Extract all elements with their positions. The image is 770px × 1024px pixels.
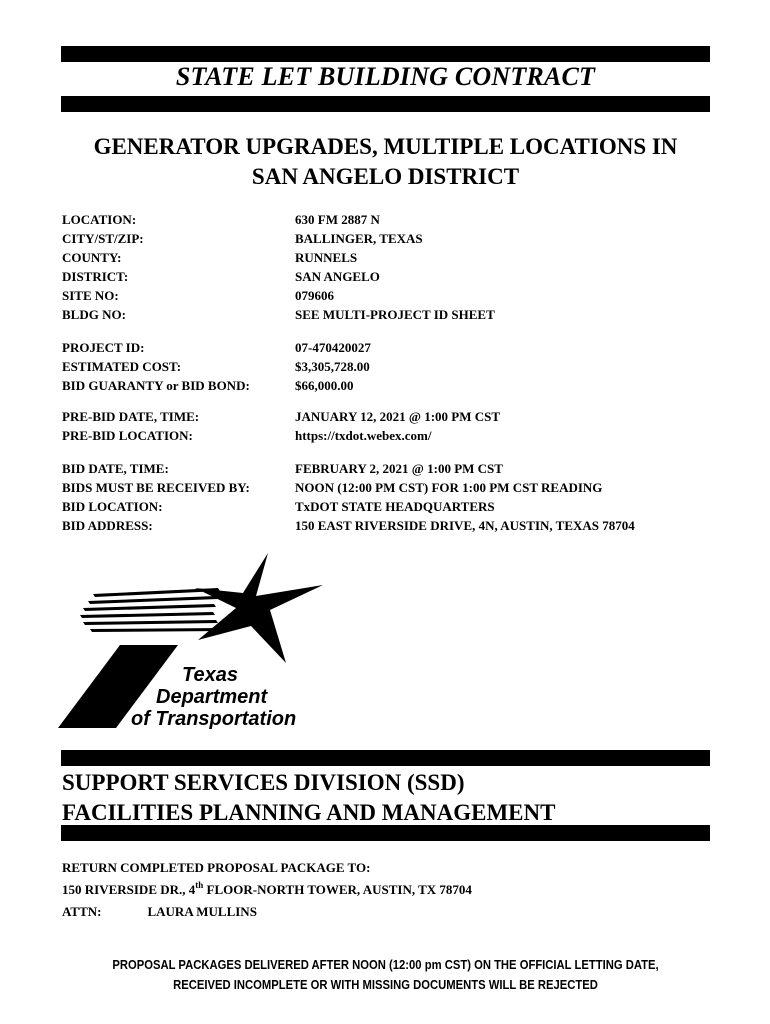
field-label: ESTIMATED COST:: [62, 359, 182, 374]
field-label: BID DATE, TIME:: [62, 461, 169, 476]
project-title-line1: GENERATOR UPGRADES, MULTIPLE LOCATIONS IN: [93, 134, 678, 159]
field-value: FEBRUARY 2, 2021 @ 1:00 PM CST: [295, 461, 503, 476]
field-label: BID GUARANTY or BID BOND:: [62, 378, 250, 393]
logo-text-line2: Department: [156, 686, 268, 708]
field-label: SITE NO:: [62, 288, 119, 303]
field-value: NOON (12:00 PM CST) FOR 1:00 PM CST READING: [295, 480, 603, 495]
field-value: RUNNELS: [295, 250, 358, 265]
page-title: STATE LET BUILDING CONTRACT: [175, 62, 596, 91]
project-id-row: [62, 338, 371, 357]
project-group: [62, 338, 371, 395]
return-address-part1: 150 RIVERSIDE DR., 4: [62, 882, 196, 897]
field-value: SAN ANGELO: [295, 269, 380, 284]
field-value: BALLINGER, TEXAS: [295, 231, 423, 246]
estimated-cost-row: [62, 357, 371, 376]
field-label: PRE-BID LOCATION:: [62, 428, 193, 443]
site-no-row: [62, 286, 495, 305]
bid-group: [62, 459, 635, 535]
bid-address-row: [62, 516, 635, 535]
division-heading: [62, 768, 555, 828]
division-bottom-rule: [61, 825, 710, 841]
field-label: LOCATION:: [62, 212, 137, 227]
prebid-location-row: [62, 426, 500, 445]
field-value: 079606: [295, 288, 334, 303]
speed-lines: [80, 588, 225, 632]
attn-label: ATTN:: [62, 904, 102, 919]
prebid-location-link[interactable]: https://txdot.webex.com/: [295, 428, 432, 443]
field-value: 630 FM 2887 N: [295, 212, 380, 227]
division-line1: SUPPORT SERVICES DIVISION (SSD): [62, 770, 465, 795]
bid-guaranty-row: [62, 376, 371, 395]
county-row: [62, 248, 495, 267]
return-instructions: [62, 857, 472, 923]
project-title-line2: SAN ANGELO DISTRICT: [251, 164, 520, 189]
location-group: [62, 210, 495, 324]
prebid-date-row: [62, 407, 500, 426]
notice-line1: PROPOSAL PACKAGES DELIVERED AFTER NOON (12:00 pm CST) ON THE OFFICIAL LETTING DATE,: [112, 958, 659, 972]
field-label: PRE-BID DATE, TIME:: [62, 409, 200, 424]
logo-text-line1: Texas: [182, 664, 238, 686]
division-line2: FACILITIES PLANNING AND MANAGEMENT: [62, 800, 556, 825]
return-address-ordinal: th: [195, 880, 204, 890]
division-top-rule: [61, 750, 710, 766]
field-label: CITY/ST/ZIP:: [62, 231, 144, 246]
project-title: [61, 132, 710, 192]
field-label: BID ADDRESS:: [62, 518, 153, 533]
field-label: PROJECT ID:: [62, 340, 145, 355]
bid-location-row: [62, 497, 635, 516]
field-label: BID LOCATION:: [62, 499, 163, 514]
title-underline-rule: [61, 96, 710, 112]
field-value: $3,305,728.00: [295, 359, 370, 374]
attn-line: [62, 901, 472, 923]
top-rule: [61, 46, 710, 62]
bids-received-row: [62, 478, 635, 497]
attn-name: LAURA MULLINS: [147, 904, 257, 919]
bldg-no-row: [62, 305, 495, 324]
notice-line2: RECEIVED INCOMPLETE OR WITH MISSING DOCUMENTS WILL BE REJECTED: [173, 978, 598, 992]
return-address: [62, 879, 472, 901]
prebid-group: [62, 407, 500, 445]
field-label: BIDS MUST BE RECEIVED BY:: [62, 480, 250, 495]
field-value: 07-470420027: [295, 340, 371, 355]
field-label: BLDG NO:: [62, 307, 126, 322]
bid-date-row: [62, 459, 635, 478]
location-row: [62, 210, 495, 229]
return-address-part2: FLOOR-NORTH TOWER, AUSTIN, TX 78704: [203, 882, 472, 897]
star-shape: [195, 553, 323, 663]
field-label: DISTRICT:: [62, 269, 129, 284]
logo-text-line3: of Transportation: [131, 708, 297, 730]
field-value: JANUARY 12, 2021 @ 1:00 PM CST: [295, 409, 501, 424]
rejection-notice: [93, 955, 677, 995]
district-row: [62, 267, 495, 286]
field-label: COUNTY:: [62, 250, 122, 265]
field-value: TxDOT STATE HEADQUARTERS: [295, 499, 495, 514]
city-row: [62, 229, 495, 248]
return-heading: RETURN COMPLETED PROPOSAL PACKAGE TO:: [62, 860, 371, 875]
txdot-star-logo: [58, 548, 338, 733]
field-value: SEE MULTI-PROJECT ID SHEET: [295, 307, 495, 322]
field-value: $66,000.00: [295, 378, 354, 393]
field-value: 150 EAST RIVERSIDE DRIVE, 4N, AUSTIN, TEXAS 78704: [295, 518, 635, 533]
